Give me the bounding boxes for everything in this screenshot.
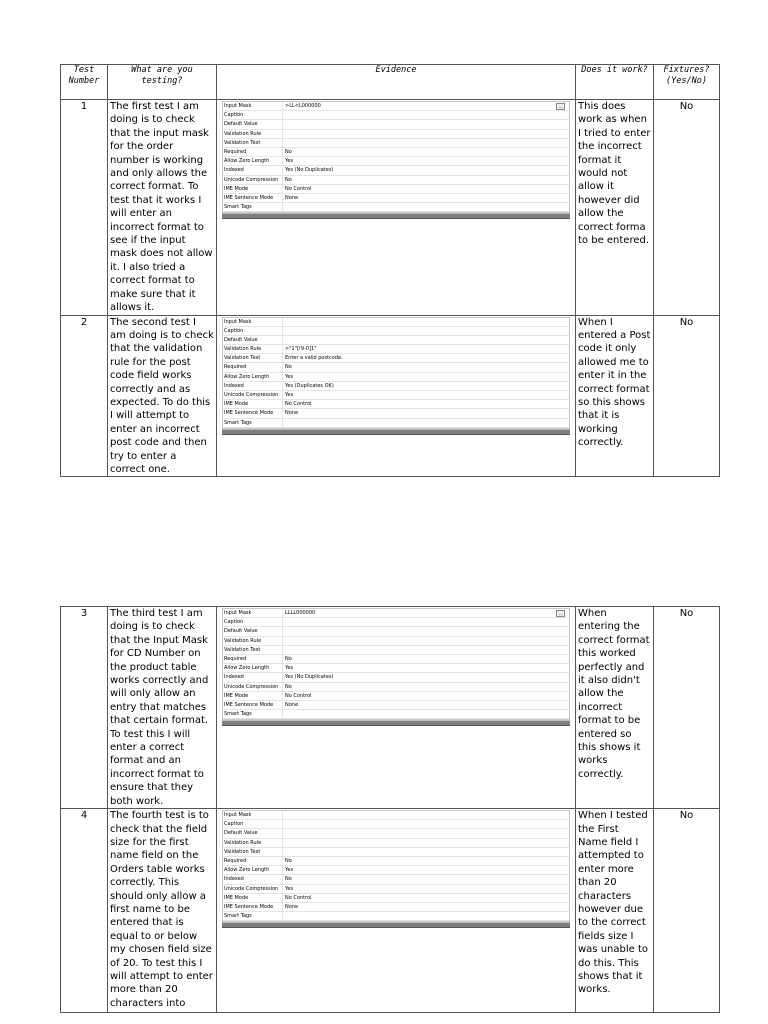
property-value: None: [285, 701, 299, 708]
property-name: Validation Rule: [223, 130, 283, 138]
field-properties-grid: [222, 608, 570, 720]
property-name: Caption: [223, 327, 283, 335]
property-name: Input Mask: [223, 318, 283, 326]
property-value: Yes (Duplicates OK): [285, 382, 334, 389]
property-row: [223, 627, 569, 636]
header-test-number: Test Number: [61, 65, 108, 100]
property-name: Smart Tags: [223, 203, 283, 211]
property-row: [223, 857, 569, 866]
property-name: Validation Rule: [223, 839, 283, 847]
property-row: [223, 318, 569, 327]
property-row: [223, 673, 569, 682]
property-value: Yes: [285, 885, 294, 892]
property-value: [283, 912, 569, 920]
property-row: [223, 120, 569, 129]
property-value: Yes: [285, 392, 294, 398]
property-value: [283, 139, 569, 147]
property-row: [223, 148, 569, 157]
property-row: [223, 894, 569, 903]
evidence-cell: [217, 607, 576, 809]
property-row: [223, 618, 569, 627]
build-button[interactable]: …: [556, 610, 565, 617]
test-result: When I tested the First Name field I attempted to enter more than 20 characters however due to the correct fields size I was unable to do this. This shows that it works.: [576, 809, 654, 1013]
property-row: [223, 655, 569, 664]
property-value: [283, 839, 569, 847]
property-row: [223, 885, 569, 894]
property-name: Indexed: [223, 875, 283, 883]
property-name: Indexed: [223, 673, 283, 681]
property-row: [223, 710, 569, 719]
property-row: [223, 336, 569, 345]
property-value: No: [285, 655, 292, 662]
property-name: Unicode Compression: [223, 176, 283, 184]
table-row: [61, 315, 720, 477]
property-name: Indexed: [223, 382, 283, 390]
property-row: [223, 102, 569, 111]
build-button[interactable]: …: [556, 103, 565, 110]
property-row: [223, 848, 569, 857]
property-value: [283, 318, 569, 326]
property-row: [223, 683, 569, 692]
properties-scrollbar: [222, 720, 570, 726]
property-row: [223, 646, 569, 655]
property-row: [223, 912, 569, 921]
property-value: No: [285, 364, 292, 371]
property-row: [223, 811, 569, 820]
test-number: 2: [61, 315, 108, 477]
property-row: [223, 111, 569, 120]
property-row: [223, 400, 569, 409]
property-value: [283, 848, 569, 856]
property-name: Smart Tags: [223, 419, 283, 427]
property-row: [223, 363, 569, 372]
property-name: Caption: [223, 618, 283, 626]
property-value: [283, 637, 569, 645]
test-result: When I entered a Post code it only allowed me to enter it in the correct format so this shows that it is working correctly.: [576, 315, 654, 477]
field-properties-grid: [222, 810, 570, 922]
property-value: None: [285, 903, 299, 910]
property-name: Validation Rule: [223, 345, 283, 353]
property-value: [283, 646, 569, 654]
fixtures-value: No: [654, 607, 720, 809]
property-name: Input Mask: [223, 102, 283, 110]
property-row: [223, 664, 569, 673]
properties-scrollbar: [222, 213, 570, 219]
property-row: [223, 866, 569, 875]
property-row: [223, 176, 569, 185]
fixtures-value: No: [654, 315, 720, 477]
property-name: IME Sentence Mode: [223, 701, 283, 709]
test-number: 4: [61, 809, 108, 1013]
property-row: [223, 637, 569, 646]
property-name: Indexed: [223, 166, 283, 174]
property-name: Unicode Compression: [223, 683, 283, 691]
test-description: The fourth test is to check that the field size for the first name field on the Orders table works correctly. This should only allow a first name to be entered that is equal to or below my chosen field size of 20. To test this I will attempt to enter more than 20 characters into: [108, 809, 217, 1013]
property-value: [283, 203, 569, 211]
property-row: [223, 203, 569, 212]
property-name: IME Sentence Mode: [223, 409, 283, 417]
property-row: [223, 609, 569, 618]
test-table-page-1: [60, 64, 720, 477]
property-name: Allow Zero Length: [223, 664, 283, 672]
property-name: Unicode Compression: [223, 885, 283, 893]
property-name: Required: [223, 857, 283, 865]
property-row: [223, 185, 569, 194]
property-value: No: [285, 148, 292, 155]
property-row: [223, 139, 569, 148]
property-row: [223, 382, 569, 391]
table-row: [61, 100, 720, 316]
property-row: [223, 409, 569, 418]
header-evidence: Evidence: [217, 65, 576, 100]
property-value: No: [285, 683, 292, 690]
test-result: When entering the correct format this worked perfectly and it also didn't allow the incorrect format to be entered so this shows it works correctly.: [576, 607, 654, 809]
property-value: No Control: [285, 401, 312, 408]
property-value: [283, 336, 569, 344]
property-name: IME Sentence Mode: [223, 194, 283, 202]
property-row: [223, 820, 569, 829]
header-what-testing: What are you testing?: [108, 65, 217, 100]
property-row: [223, 130, 569, 139]
property-value: Yes (No Duplicates): [285, 167, 334, 174]
property-row: [223, 373, 569, 382]
property-value: [283, 111, 569, 119]
property-name: Allow Zero Length: [223, 866, 283, 874]
property-value: No: [285, 876, 292, 883]
property-name: Required: [223, 148, 283, 156]
property-value: No: [285, 176, 292, 183]
property-row: [223, 157, 569, 166]
property-value: [283, 627, 569, 635]
property-name: IME Mode: [223, 692, 283, 700]
property-row: [223, 166, 569, 175]
property-name: IME Mode: [223, 185, 283, 193]
fixtures-value: No: [654, 809, 720, 1013]
property-name: Default Value: [223, 120, 283, 128]
property-row: [223, 391, 569, 400]
field-properties-grid: [222, 101, 570, 213]
test-number: 3: [61, 607, 108, 809]
property-name: Smart Tags: [223, 912, 283, 920]
test-number: 1: [61, 100, 108, 316]
property-value: [283, 419, 569, 427]
property-name: Required: [223, 363, 283, 371]
property-value: Enter a valid postcode.: [285, 355, 343, 362]
properties-scrollbar: [222, 429, 570, 435]
property-row: [223, 692, 569, 701]
property-name: Validation Text: [223, 354, 283, 362]
property-row: [223, 701, 569, 710]
property-name: Validation Text: [223, 139, 283, 147]
header-fixtures: Fixtures? (Yes/No): [654, 65, 720, 100]
table-row: [61, 809, 720, 1013]
property-name: Required: [223, 655, 283, 663]
property-name: Default Value: [223, 627, 283, 635]
property-name: Validation Text: [223, 848, 283, 856]
property-name: Default Value: [223, 829, 283, 837]
property-name: Caption: [223, 111, 283, 119]
property-name: Validation Rule: [223, 637, 283, 645]
property-row: [223, 903, 569, 912]
properties-scrollbar: [222, 922, 570, 928]
evidence-cell: [217, 315, 576, 477]
evidence-cell: [217, 100, 576, 316]
property-row: [223, 194, 569, 203]
property-value: No: [285, 858, 292, 865]
property-row: [223, 875, 569, 884]
property-value: No Control: [285, 692, 312, 699]
test-table-page-2: [60, 606, 720, 1013]
property-row: [223, 419, 569, 428]
header-does-it-work: Does it work?: [576, 65, 654, 100]
property-name: Allow Zero Length: [223, 373, 283, 381]
property-name: Input Mask: [223, 811, 283, 819]
property-row: [223, 327, 569, 336]
property-value: [283, 120, 569, 128]
evidence-cell: [217, 809, 576, 1013]
test-result: This does work as when I tried to enter the incorrect format it would not allow it however did allow the correct forma to be entered.: [576, 100, 654, 316]
property-value: Yes: [285, 158, 294, 165]
property-name: Unicode Compression: [223, 391, 283, 399]
property-name: IME Mode: [223, 894, 283, 902]
test-description: The first test I am doing is to check that the input mask for the order number is working and only allows the correct format. To test that it works I will enter an incorrect format to see if the input mask does not allow it. I also tried a correct format to make sure that it allows it.: [108, 100, 217, 316]
property-value: LLLL000000: [285, 610, 316, 616]
property-value: Yes: [285, 373, 294, 380]
property-name: Default Value: [223, 336, 283, 344]
property-value: [283, 710, 569, 718]
property-row: [223, 345, 569, 354]
field-properties-grid: [222, 317, 570, 429]
property-row: [223, 839, 569, 848]
property-value: >LL<L000000: [285, 103, 321, 109]
property-value: Yes: [285, 867, 294, 874]
table-row: [61, 607, 720, 809]
property-row: [223, 354, 569, 363]
property-value: >"1"[!9-0]1": [285, 346, 317, 353]
property-value: [283, 327, 569, 335]
property-value: [283, 820, 569, 828]
property-value: None: [285, 194, 299, 201]
property-value: [283, 829, 569, 837]
header-row: [61, 65, 720, 100]
property-value: [283, 618, 569, 626]
property-value: Yes (No Duplicates): [285, 674, 334, 681]
property-name: IME Mode: [223, 400, 283, 408]
test-description: The third test I am doing is to check that the Input Mask for CD Number on the product table works correctly and will only allow an entry that matches that certain format. To test this I will enter a correct format and an incorrect format to ensure that they both work.: [108, 607, 217, 809]
property-name: Caption: [223, 820, 283, 828]
fixtures-value: No: [654, 100, 720, 316]
property-name: Input Mask: [223, 609, 283, 617]
property-value: Yes: [285, 665, 294, 672]
property-value: No Control: [285, 894, 312, 901]
property-value: None: [285, 410, 299, 417]
property-value: [283, 130, 569, 138]
property-name: IME Sentence Mode: [223, 903, 283, 911]
property-row: [223, 829, 569, 838]
test-description: The second test I am doing is to check that the validation rule for the post code field works correctly and as expected. To do this I will attempt to enter an incorrect post code and then try to enter a correct one.: [108, 315, 217, 477]
property-name: Smart Tags: [223, 710, 283, 718]
property-value: [283, 811, 569, 819]
property-name: Validation Text: [223, 646, 283, 654]
property-value: No Control: [285, 185, 312, 192]
property-name: Allow Zero Length: [223, 157, 283, 165]
